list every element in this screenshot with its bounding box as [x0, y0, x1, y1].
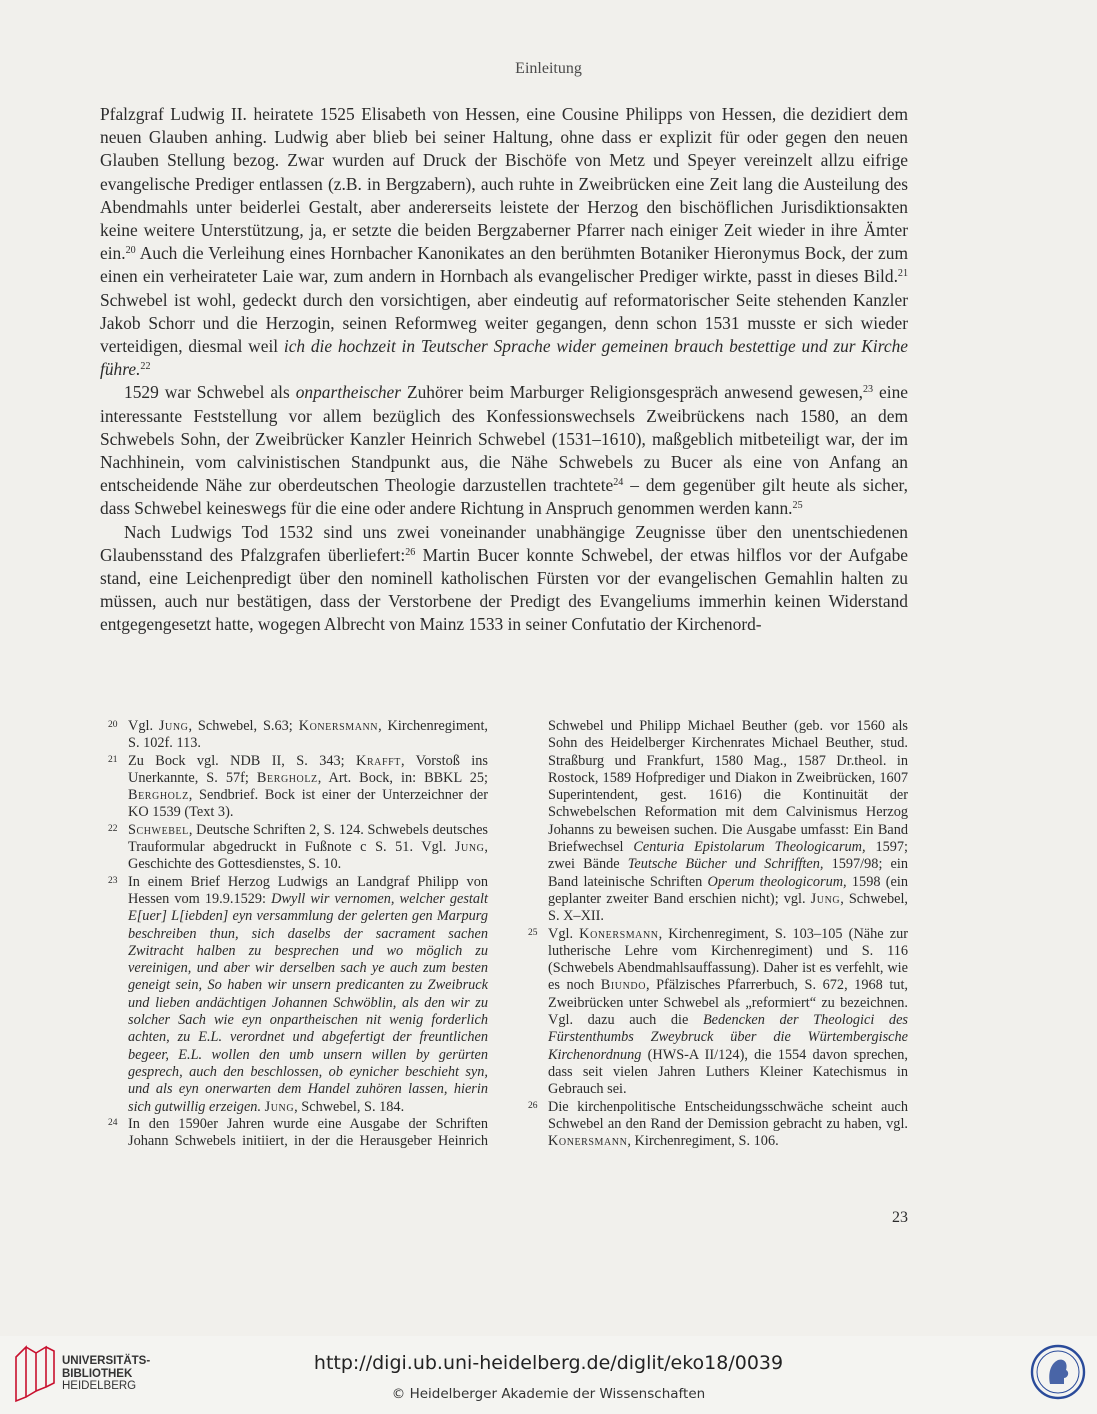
footnote-number: 20 [108, 720, 118, 730]
footnote-text: , Art. Bock, in: BBKL 25; [317, 769, 488, 786]
footnote-text: , Deutsche Schriften 2, S. 124. Schwebels deutsches Trauformular abgedruckt in Fußnote c S. 51. Vgl. [128, 821, 488, 856]
footnote-text: In einem Brief Herzog Ludwigs an Landgraf Philipp von Hessen vom 19.9.1529: [128, 873, 488, 907]
page-number: 23 [892, 1209, 908, 1226]
paragraph-text: – dem gegenüber gilt heute als sicher, dass Schwebel keineswegs für die eine oder andere Richtung in Anspruch genommen werden kann. [100, 475, 908, 519]
footnote-number: 24 [108, 1117, 118, 1128]
author-name: Konersmann [548, 1133, 628, 1150]
footnote-text: , Pfälzisches Pfarrerbuch, S. 672, 1968 tut, Zweibrücken unter Schwebel als „reformiert“ zu bezeichnen. Vgl. dazu auch die [548, 977, 908, 1029]
footnote-text: Die kirchenpolitische Entscheidungsschwäche scheint auch Schwebel an den Rand der Demission gebracht zu haben, vgl. [548, 1098, 908, 1132]
main-text [100, 103, 908, 637]
footnote-text: , Kirchenregiment, S. 106. [627, 1133, 779, 1150]
footnote-number: 23 [108, 875, 118, 886]
paragraph-text: 1529 war Schwebel als [124, 382, 296, 403]
author-name: Jung [264, 1098, 295, 1115]
footnote-20 [100, 718, 488, 753]
footnote-22 [100, 822, 488, 874]
emphasis: onpartheischer [295, 382, 401, 403]
paragraph-2 [100, 381, 908, 520]
running-header: Einleitung [515, 60, 582, 77]
logo-line: HEIDELBERG [62, 1380, 137, 1392]
footnote-text: , Schwebel, S.63; [188, 718, 299, 734]
footnote-text: 1597; zwei Bände [548, 839, 909, 873]
copyright-notice: © Heidelberger Akademie der Wissenschaften [391, 1386, 706, 1402]
footnote-text: Vgl. [128, 718, 159, 734]
footnote-text: , Vorstoß ins Unerkannte, S. 57f; [128, 752, 488, 786]
footnote-21 [100, 753, 488, 822]
permalink-url[interactable]: http://digi.ub.uni-heidelberg.de/diglit/eko18/0039 [313, 1352, 784, 1374]
author-name: Konersmann [298, 718, 379, 734]
logo-line: BIBLIOTHEK [62, 1367, 133, 1380]
footnote-text: , Geschichte des Gottesdienstes, S. 10. [128, 839, 488, 873]
author-name: Bergholz [256, 769, 318, 786]
paragraph-1 [100, 103, 908, 381]
book-title: Operum theologicorum, [707, 873, 847, 890]
footnote-number: 25 [528, 927, 538, 938]
footnote-23 [100, 874, 488, 1116]
footnote-26 [520, 1099, 908, 1151]
book-title: Teutsche Bücher und Schrifften, [627, 856, 824, 873]
footer-bar [0, 1336, 1097, 1414]
footnote-ref-26: 26 [405, 546, 416, 558]
footnote-quotation: Dwyll wir vernomen, welcher gestalt E[uer] L[iebden] eyn versammlung der gelerten gen Marpurg beschreiben thun, sich daselbs der sacrament sachen Zwitracht halben zu besprechen und wo möglich zu vereinigen, und aber wir derselben sach ye auch zum besten geneigt sein, So haben wir unsern predicanten zu Zweibruck und lieben andächtigen Johannen Schwöblin, als den wir zu solcher Sach wie eyn onpartheischen nit wenig forderlich achten, zu E.L. verordnet und abgefertigt der freuntlichen begeer, E.L. wollen den umb unsern willen by gerürten gesprech, auch den beschlossen, ob eynicher beschieht syn, und als eyn onerwarten dem Handel zuhören lassen, hierin sich gutwillig erzeigen. [128, 890, 488, 1115]
paragraph-3 [100, 521, 908, 637]
footnote-text: , Sendbrief. Bock ist einer der Unterzeichner der KO 1539 (Text 3). [128, 787, 488, 821]
academy-seal-icon [1030, 1344, 1086, 1400]
paragraph-text: Pfalzgraf Ludwig II. heiratete 1525 Elisabeth von Hessen, eine Cousine Philipps von Hessen, die dezidiert dem neuen Glauben anhing. Ludwig aber blieb bei seiner Haltung, ohne dass er explizit für oder gegen den neuen Glauben Stellung bezog. Zwar wurden auf Druck der Bischöfe von Metz und Speyer vereinzelt allzu eifrige evangelische Prediger entlassen (z.B. in Bergzabern), auch ruhte in Zweibrücken eine Zeit lang die Austeilung des Abendmahls unter beiderlei Gestalt, aber andererseits leistete der Herzog den bischöflichen Jurisdiktionsakten keine weitere Unterstützung, ja, er setzte die beiden Bergzaberner Pfarrer nach einiger Zeit wieder in ihre Ämter ein. [100, 104, 908, 264]
paragraph-text: Nach Ludwigs Tod 1532 sind uns zwei voneinander unabhängige Zeugnisse über den unentschiedenen Glaubensstand des Pfalzgrafen überliefert: [100, 521, 908, 565]
footnote-ref-22: 22 [140, 361, 151, 373]
paragraph-text: Zuhörer beim Marburger Religionsgespräch anwesend gewesen, [401, 382, 863, 403]
footnote-text: , Kirchenregiment, S. 102f. 113. [128, 718, 488, 752]
footnote-ref-25: 25 [792, 500, 803, 512]
author-name: Konersmann [579, 925, 659, 942]
footnote-number: 21 [108, 754, 118, 765]
footnote-text: , Schwebel, S. 184. [294, 1098, 405, 1115]
author-name: Schwebel [128, 821, 189, 838]
footnote-text: , Schwebel, S. X–XII. [548, 890, 908, 925]
quotation: ich die hochzeit in Teutscher Sprache wider gemeinen brauch bestettige und zur Kirche führe. [100, 336, 908, 380]
footnote-text: 1598 (ein geplanter zweiter Band erschien nicht); vgl. [548, 873, 908, 907]
author-name: Biundo [600, 977, 646, 994]
footnote-text: Zu Bock vgl. NDB II, S. 343; [128, 752, 357, 769]
paragraph-text: eine interessante Feststellung vor allem bezüglich des Konfessionswechsels Zweibrückens nach 1580, an dem Schwebels Sohn, der Zweibrücker Kanzler Heinrich Schwebel (1531–1610), maßgeblich mitbeteiligt war, der im Nachhinein, vom calvinistischen Standpunkt aus, die Nähe Schwebels zu Bucer als eine von Anfang an entscheidende Nähe zur oberdeutschen Theologie darzustellen trachtete [100, 382, 908, 496]
author-name: Jung [158, 718, 189, 734]
footnote-text: (HWS-A II/124), die 1554 davon sprechen, dass seit vielen Jahren Luthers Kleiner Katechismus in Gebrauch sei. [548, 1046, 908, 1098]
footnote-ref-21: 21 [897, 268, 908, 280]
footnote-text: In den 1590er Jahren wurde eine Ausgabe der Schriften Johann Schwebels initiiert, in der die Herausgeber Heinrich Schwebel und Philipp Michael Beuther (geb. vor 1560 als Sohn des Heidelberger Kirchenrates Michael Beuther, stud. Straßburg und Frankfurt, 1580 Mag., 1587 Dr.theol. in Rostock, 1589 Hofprediger und Diakon in Zweibrücken, 1607 Superintendent, gest. 1616) die Kontinuität der Schwebelschen Reformation mit dem Calvinismus Herzog Johanns zu beweisen suchen. Die Ausgabe umfasst: Ein Band Briefwechsel [128, 718, 908, 1150]
footnotes [100, 718, 908, 1150]
footnote-ref-24: 24 [613, 477, 624, 489]
footnote-ref-23: 23 [862, 384, 874, 396]
author-name: Jung [454, 839, 485, 856]
footnote-number: 26 [528, 1100, 538, 1111]
author-name: Bergholz [128, 787, 189, 804]
footnote-text: 1597/98; ein Band lateinische Schriften [548, 856, 908, 890]
footnote-25 [520, 926, 908, 1099]
paragraph-text: Schwebel ist wohl, gedeckt durch den vorsichtigen, aber eindeutig auf reformatorischer Seite stehenden Kanzler Jakob Schorr und die Herzogin, seinen Reformweg weiter gegangen, denn schon 1531 musste er sich wieder verteidigen, diesmal weil [100, 289, 908, 357]
logo-line: UNIVERSITÄTS- [62, 1355, 151, 1367]
author-name: Jung [810, 890, 841, 907]
book-title: Bedencken der Theologici des Fürstenthumbs Zweybruck über die Würtembergische Kirchenordnung [548, 1012, 908, 1063]
footnote-ref-20: 20 [125, 245, 136, 257]
footnote-number: 22 [108, 823, 118, 834]
paragraph-text: Auch die Verleihung eines Hornbacher Kanonikates an den berühmten Botaniker Hieronymus Bock, der zum einen ein verheirateter Laie war, zum andern in Hornbach als evangelischer Prediger wirkte, passt in dieses Bild. [100, 243, 908, 287]
book-title: Centuria Epistolarum Theologicarum, [633, 839, 866, 856]
footnote-text: Vgl. [548, 925, 580, 942]
paragraph-text: Martin Bucer konnte Schwebel, der etwas hilflos vor der Aufgabe stand, eine Leichenpredigt über den nominell katholischen Fürsten vor der evangelischen Gemahlin halten zu müssen, auch nur bestätigen, dass der Verstorbene der Predigt des Evangeliums immerhin keinen Widerstand entgegengesetzt hatte, wogegen Albrecht von Mainz 1533 in seiner Confutatio der Kirchenord- [100, 544, 908, 635]
author-name: Krafft [356, 752, 401, 769]
footnote-text: , Kirchenregiment, S. 103–105 (Nähe zur lutherische Lehre vom Kirchenregiment) und S. 116 (Schwebels Abendmahlsauffassung). Daher ist es verfehlt, wie es noch [548, 925, 908, 994]
